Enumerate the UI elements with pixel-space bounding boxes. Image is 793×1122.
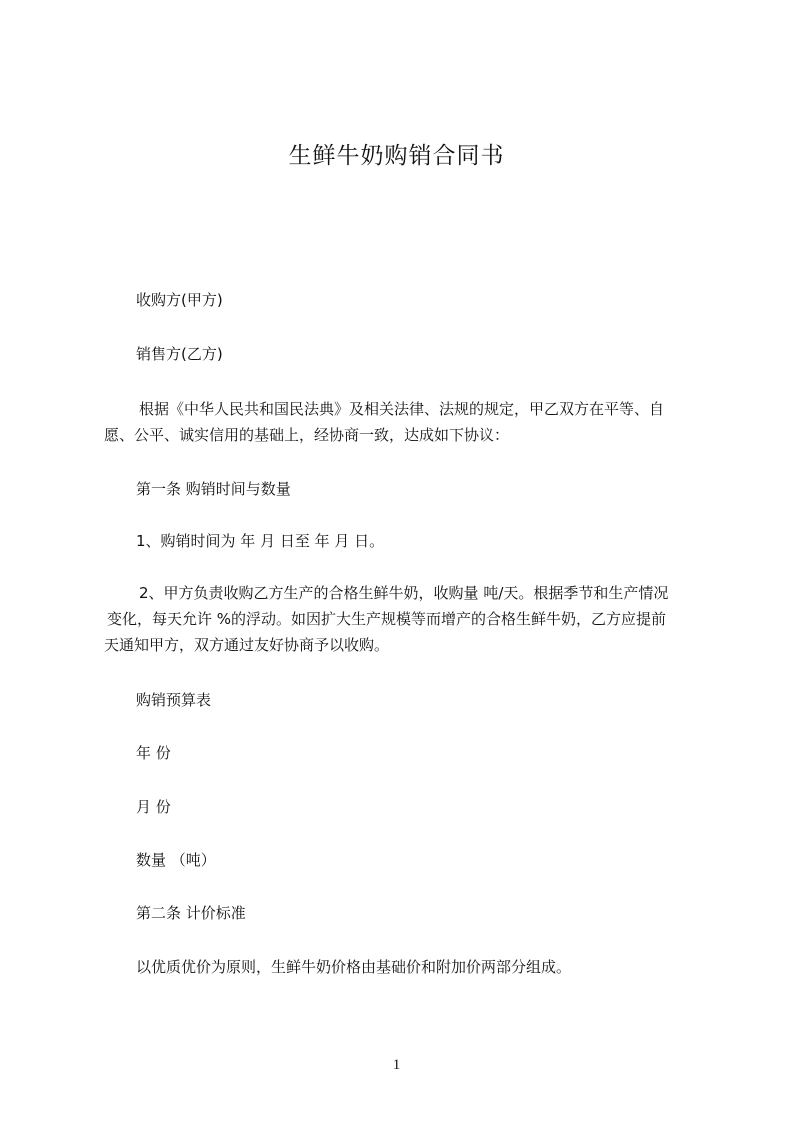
- budget-table-month-label: 月 份: [136, 798, 171, 816]
- preamble-paragraph: [104, 396, 716, 448]
- article-1-item-1: 1、购销时间为 年 月 日至 年 月 日。: [136, 532, 385, 550]
- article-1-item-2: [104, 580, 716, 658]
- budget-table-quantity-label: 数量 （吨）: [136, 851, 216, 869]
- buyer-label: 收购方(甲方): [136, 291, 223, 309]
- budget-table-year-label: 年 份: [136, 744, 171, 762]
- budget-table-title: 购销预算表: [136, 691, 212, 709]
- article-2-heading: 第二条 计价标准: [136, 904, 246, 922]
- article-2-text: 以优质优价为原则，生鲜牛奶价格由基础价和附加价两部分组成。: [136, 958, 572, 976]
- preamble-line-1: 根据《中华人民共和国民法典》及相关法律、法规的规定，甲乙双方在平等、自: [139, 400, 665, 418]
- article-1-heading: 第一条 购销时间与数量: [136, 480, 291, 498]
- article-1-item-2-line-1: 2、甲方负责收购乙方生产的合格生鲜牛奶，收购量 吨/天。根据季节和生产情况: [139, 584, 669, 602]
- seller-label: 销售方(乙方): [136, 345, 223, 363]
- page-number: 1: [392, 1057, 401, 1073]
- preamble-line-2: 愿、公平、诚实信用的基础上，经协商一致，达成如下协议：: [104, 426, 510, 444]
- document-title: 生鲜牛奶购销合同书: [288, 143, 505, 169]
- article-1-item-2-line-2: 变化，每天允许 %的浮动。如因扩大生产规模等而增产的合格生鲜牛奶，乙方应提前: [107, 610, 667, 628]
- article-1-item-2-line-3: 天通知甲方，双方通过友好协商予以收购。: [104, 636, 390, 654]
